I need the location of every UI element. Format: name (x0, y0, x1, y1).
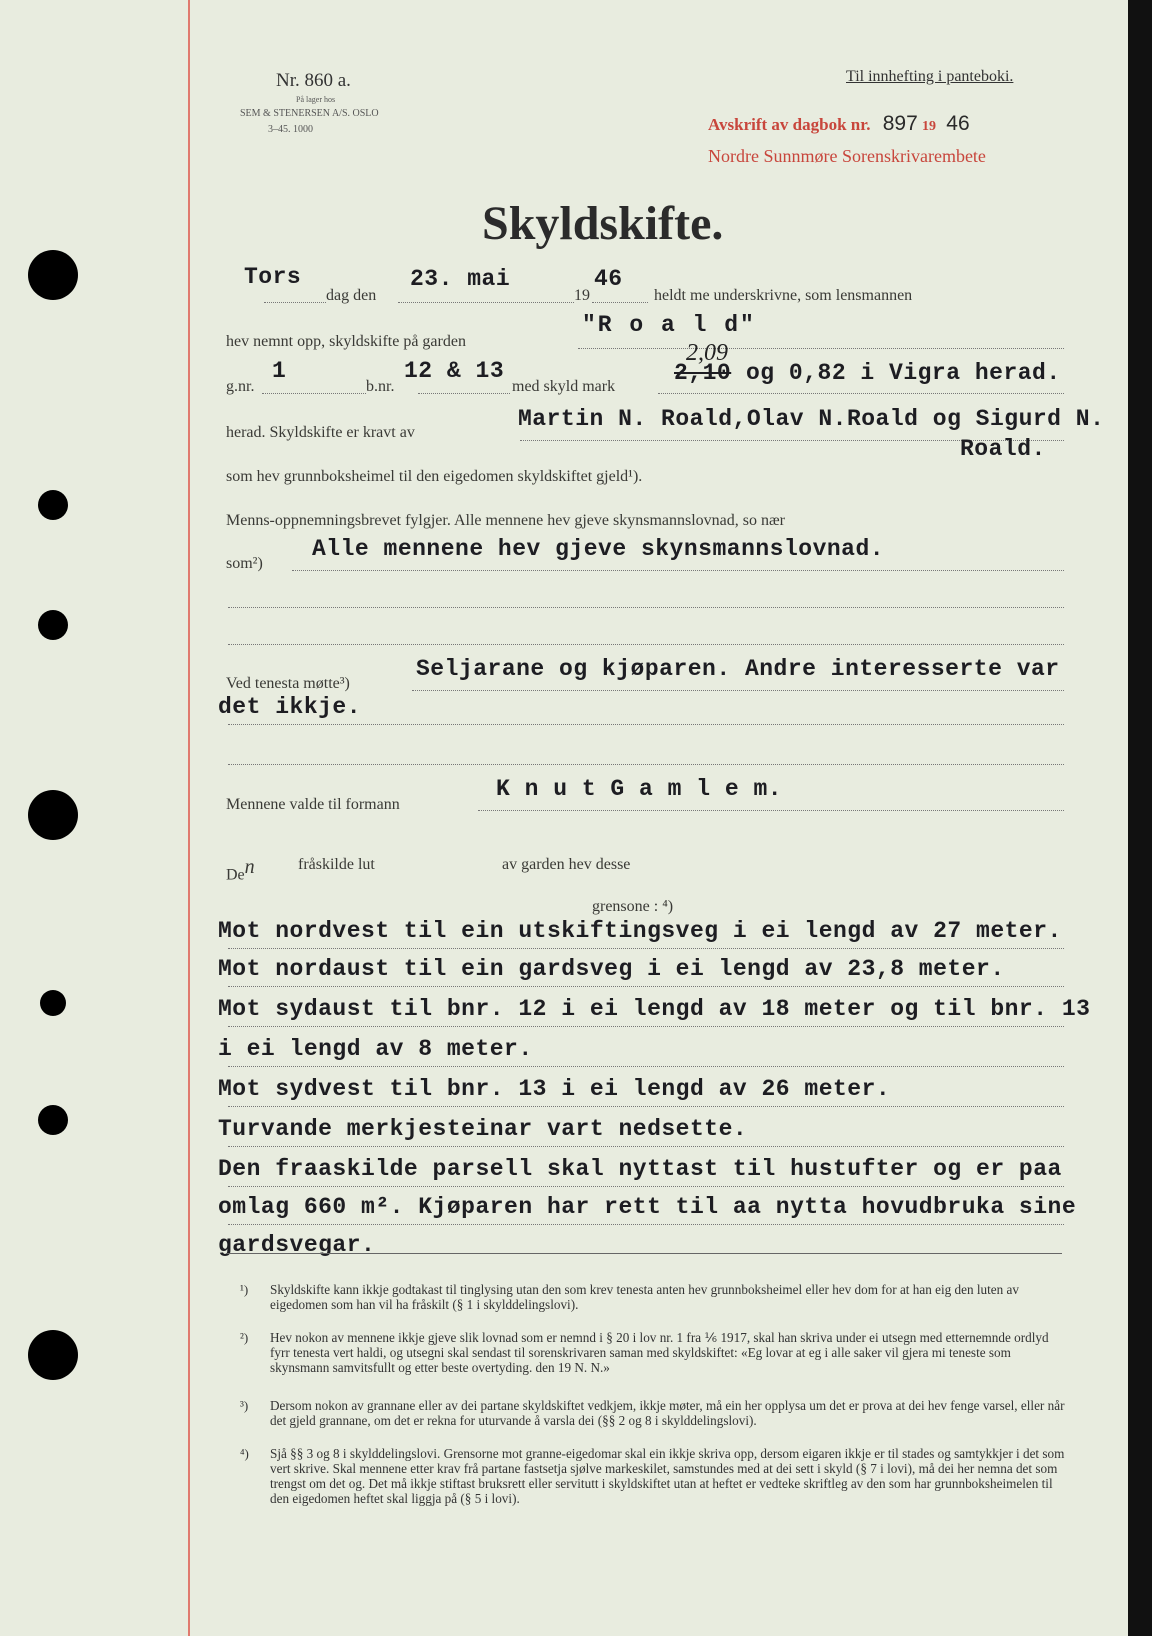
den-text: De (226, 866, 245, 884)
stamp-year-prefix: 19 (922, 119, 937, 134)
footnote-number: ²) (240, 1330, 249, 1345)
boundary-line: Mot nordaust til ein gardsveg i ei lengd av 23,8 meter. (218, 956, 1005, 982)
boundary-line: omlag 660 m². Kjøparen har rett til aa nytta hovudbruka sine (218, 1194, 1077, 1220)
formann-label: Mennene valde til formann (226, 796, 400, 813)
punch-hole (38, 490, 68, 520)
boundary-line: gardsvegar. (218, 1232, 376, 1258)
garden-value: "R o a l d" (582, 312, 756, 338)
form-number: Nr. 860 a. (276, 70, 351, 91)
footnote-number: ¹) (240, 1282, 249, 1297)
publisher-line3: 3–45. 1000 (268, 124, 313, 135)
stamp-dagbok (708, 112, 970, 136)
requesters-line1: Martin N. Roald,Olav N.Roald og Sigurd N. (518, 406, 1105, 432)
herad-label: herad. Skyldskifte er kravt av (226, 424, 415, 441)
bnr-label: b.nr. (366, 378, 395, 395)
den-label (226, 856, 255, 884)
top-right-note: Til innhefting i panteboki. (846, 68, 1014, 85)
gnr-label: g.nr. (226, 378, 255, 395)
footnote-text: Sjå §§ 3 og 8 i skylddelingslovi. Grensorne mot granne-eigedomar skal ein ikkje skriva opp, dersom eigaren ikkje er til stades og samtykkjer i det som vert skrive. Skal mennene etter krav frå partane fastsetja sjølve markeskilet, samstundes med at dei sett i skyld (§ 7 i lovi), må dei her nemna det som trengst om det og. Det må ikkje stiftast bruksrett eller servitutt i skyldskiftet utan at heftet er vedteke skriftleg av den som har grunnboksheimelen til den eigedomen heftet skal liggja på (§ 5 i lovi). (270, 1446, 1065, 1506)
boundary-line: i ei lengd av 8 meter. (218, 1036, 533, 1062)
boundary-line: Mot sydvest til bnr. 13 i ei lengd av 26 meter. (218, 1076, 891, 1102)
gnr-value: 1 (272, 358, 287, 384)
publisher-line2: SEM & STENERSEN A/S. OSLO (240, 108, 379, 119)
boundary-line: Turvande merkjesteinar vart nedsette. (218, 1116, 748, 1142)
year-prefix: 19 (574, 287, 590, 304)
skyld-correction: 2,09 (686, 340, 728, 366)
boundary-line: Den fraaskilde parsell skal nyttast til hustufter og er paa (218, 1156, 1062, 1182)
page-title: Skyldskifte. (482, 197, 724, 250)
bnr-value: 12 & 13 (404, 358, 505, 384)
day-value: Tors (244, 264, 302, 290)
stamp-label: Avskrift av dagbok nr. (708, 115, 871, 134)
requesters-line2: Roald. (960, 436, 1046, 462)
mote-label: Ved tenesta møtte³) (226, 675, 350, 692)
som-label: som²) (226, 555, 263, 572)
punch-hole (40, 990, 66, 1016)
punch-hole (28, 790, 78, 840)
som-value: Alle mennene hev gjeve skynsmannslovnad. (312, 536, 885, 562)
footnote-text: Dersom nokon av grannane eller av dei partane skyldskiftet vedkjem, ikkje møter, må ein her opplysa um det er prova at dei hev fenge varsel, eller når det gjeld grannane, om det er rekna for uturvande å varsla dei (§§ 2 og 8 i skylddelingslovi). (270, 1398, 1065, 1428)
grensone-label: grensone : ⁴) (592, 898, 674, 915)
stamp-year: 46 (946, 112, 970, 135)
footnote-text: Skyldskifte kann ikkje godtakast til tinglysing utan den som krev tenesta anten hev grunnboksheimel eller hev dom for at han eig den luten av eigedomen som han vil ha fråskilt (§ 1 i skylddelingslovi). (270, 1282, 1019, 1312)
mote-value-line1: Seljarane og kjøparen. Andre interesserte var (416, 656, 1060, 682)
skyld-rest: og 0,82 i Vigra herad. (746, 360, 1061, 386)
after-year-text: heldt me underskrivne, som lensmannen (654, 287, 913, 304)
menn-line: Menns-oppnemningsbrevet fylgjer. Alle mennene hev gjeve skynsmannslovnad, so nær (226, 512, 786, 529)
publisher-line1: På lager hos (296, 95, 336, 104)
fraskilde-label: fråskilde lut (298, 856, 375, 873)
boundary-line: Mot sydaust til bnr. 12 i ei lengd av 18 meter og til bnr. 13 (218, 996, 1091, 1022)
margin-line (188, 0, 190, 1636)
punch-hole (38, 1105, 68, 1135)
footnote-number: ³) (240, 1398, 249, 1413)
stamp-number: 897 (882, 112, 918, 135)
block-end-line (226, 1253, 1062, 1254)
skyld-label: med skyld mark (512, 378, 616, 395)
stamp-office: Nordre Sunnmøre Sorenskrivarembete (708, 146, 986, 166)
den-superscript: n (244, 856, 255, 878)
dag-den-label: dag den (326, 287, 377, 304)
skyld-struck: 2,10 (674, 360, 732, 386)
year-value: 46 (594, 266, 623, 292)
punch-hole (28, 1330, 78, 1380)
boundary-line: Mot nordvest til ein utskiftingsveg i ei lengd av 27 meter. (218, 918, 1062, 944)
footnote-text: Hev nokon av mennene ikkje gjeve slik lovnad som er nemnd i § 20 i lov nr. 1 fra ⅙ 1917, skal han skriva under ei utsegn med etternemnde ordlyd fyrr tenesta vert haldi, og utsegni skal sendast til sorenskrivaren saman med skyldskiftet: «Eg lovar at eg i alle saker vil gjera mi teneste som skynsmann samvitsfullt og etter beste overtyding. den 19 N. N.» (270, 1330, 1049, 1375)
garden-label: hev nemnt opp, skyldskifte på garden (226, 333, 466, 350)
grunnbok-line: som hev grunnboksheimel til den eigedomen skyldskiftet gjeld¹). (226, 468, 643, 485)
mote-value-line2: det ikkje. (218, 694, 362, 720)
av-garden-label: av garden hev desse (502, 856, 631, 873)
footnote-number: ⁴) (240, 1446, 249, 1461)
punch-hole (38, 610, 68, 640)
date-value: 23. mai (410, 266, 511, 292)
formann-value: K n u t G a m l e m. (496, 776, 783, 802)
punch-hole (28, 250, 78, 300)
